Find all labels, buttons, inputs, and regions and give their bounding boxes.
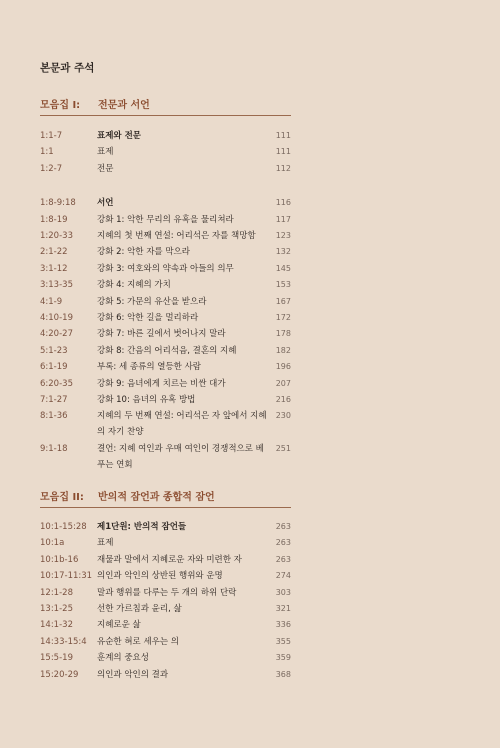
- entry-page-number: 117: [275, 214, 291, 224]
- entry-page-number: 111: [275, 147, 291, 157]
- entry-reference: 6:20-35: [40, 378, 73, 389]
- entry-title: 의인과 악인의 결과: [97, 669, 169, 680]
- entry-reference: 1:20-33: [40, 231, 73, 241]
- entry-page-number: 263: [275, 554, 291, 564]
- entry-title: 지혜의 두 번째 연설: 어리석은 자 앞에서 지혜의 자기 찬양: [97, 411, 267, 438]
- entry-title: 강화 8: 간음의 어리석음, 결혼의 지혜: [97, 345, 237, 356]
- entry-reference: 6:1-19: [40, 362, 68, 373]
- entry-title: 유순한 혀로 세우는 의: [97, 636, 180, 647]
- entry-title: 강화 9: 음녀에게 치르는 비싼 대가: [97, 378, 226, 389]
- entry-reference: 14:33-15:4: [40, 636, 87, 647]
- entry-reference: 8:1-36: [40, 411, 68, 422]
- entry-title: 표제와 전문: [97, 131, 142, 141]
- entry-page-number: 368: [275, 669, 291, 679]
- entry-reference: 4:10-19: [40, 313, 73, 323]
- entry-title: 재물과 말에서 지혜로운 자와 미련한 자: [97, 554, 242, 565]
- entry-reference: 10:17-11:31: [40, 571, 93, 582]
- entry-reference: 7:1-27: [40, 395, 68, 405]
- entry-page-number: 263: [275, 538, 291, 548]
- entry-title: 지혜의 첫 번째 연설: 어리석은 자를 책망함: [97, 231, 256, 241]
- entry-reference: 12:1-28: [40, 587, 73, 598]
- entry-reference: 15:5-19: [40, 653, 73, 664]
- entry-reference: 9:1-18: [40, 444, 68, 455]
- entry-title: 말과 행위를 다루는 두 개의 하위 단락: [97, 587, 237, 598]
- entry-title: 표제: [97, 147, 114, 158]
- entry-page-number: 116: [275, 198, 291, 208]
- entry-reference: 1:1-7: [40, 131, 63, 141]
- entry-title: 의인과 악인의 상반된 행위와 운명: [97, 571, 223, 582]
- entry-page-number: 153: [275, 280, 291, 290]
- entry-title: 선한 가르침과 윤리, 삶: [97, 604, 182, 614]
- entry-page-number: 132: [275, 247, 291, 257]
- entry-reference: 10:1-15:28: [40, 522, 87, 532]
- entry-page-number: 207: [275, 378, 291, 388]
- entry-page-number: 182: [275, 345, 291, 355]
- entry-reference: 1:8-9:18: [40, 198, 76, 209]
- entry-reference: 2:1-22: [40, 247, 68, 258]
- entry-reference: 1:2-7: [40, 163, 63, 174]
- section-name: 반의적 잠언과 종합적 잠언: [98, 492, 215, 503]
- entry-title: 강화 1: 악한 무리의 유혹을 물리쳐라: [97, 214, 234, 225]
- entry-title: 강화 6: 악한 길을 멀리하라: [97, 313, 199, 323]
- entry-reference: 4:20-27: [40, 329, 73, 340]
- entry-reference: 5:1-23: [40, 345, 68, 356]
- entry-title: 전문: [97, 163, 114, 174]
- entry-page-number: 263: [275, 522, 291, 531]
- entry-page-number: 111: [275, 131, 291, 140]
- entry-reference: 15:20-29: [40, 669, 79, 680]
- section-heading: [40, 93, 291, 116]
- entry-title: 지혜로운 삶: [97, 620, 141, 631]
- entry-page-number: 167: [275, 296, 291, 306]
- entry-page-number: 112: [275, 163, 291, 173]
- entry-title: 강화 7: 바른 길에서 벗어나지 말라: [97, 329, 226, 340]
- entry-page-number: 359: [275, 653, 291, 663]
- entry-page-number: 303: [275, 587, 291, 597]
- entry-title: 훈계의 중요성: [97, 653, 149, 664]
- entry-page-number: 274: [275, 571, 291, 581]
- entry-reference: 14:1-32: [40, 620, 73, 631]
- entry-page-number: 123: [275, 231, 291, 240]
- entry-title: 서언: [97, 198, 114, 209]
- entry-reference: 13:1-25: [40, 604, 73, 614]
- entry-reference: 3:13-35: [40, 280, 73, 291]
- entry-page-number: 145: [275, 263, 291, 273]
- entry-title: 강화 10: 음녀의 유혹 방법: [97, 395, 196, 405]
- section-name: 전문과 서언: [98, 100, 150, 111]
- entry-page-number: 172: [275, 313, 291, 322]
- entry-page-number: 321: [275, 604, 291, 613]
- entry-page-number: 355: [275, 636, 291, 646]
- section-heading: [40, 485, 291, 508]
- entry-page-number: 336: [275, 620, 291, 630]
- page-title: 본문과 주석: [40, 62, 95, 74]
- entry-page-number: 178: [275, 329, 291, 339]
- entry-title: 강화 2: 악한 자를 막으라: [97, 247, 190, 258]
- entry-title: 부록: 세 종류의 열등한 사람: [97, 362, 201, 373]
- section-number: 모음집 I:: [40, 100, 81, 111]
- entry-title: 결언: 지혜 여인과 우매 여인이 경쟁적으로 베푸는 연회: [97, 444, 264, 471]
- section-number: 모음집 II:: [40, 492, 84, 503]
- entry-title: 표제: [97, 538, 114, 549]
- entry-reference: 1:1: [40, 147, 54, 158]
- entry-title: 강화 3: 여호와의 약속과 아들의 의무: [97, 263, 234, 274]
- entry-page-number: 251: [275, 444, 291, 454]
- entry-reference: 3:1-12: [40, 263, 68, 274]
- entry-title: 강화 4: 지혜의 가치: [97, 280, 171, 291]
- entry-page-number: 216: [275, 395, 291, 404]
- entry-reference: 1:8-19: [40, 214, 68, 225]
- entry-page-number: 230: [275, 411, 291, 421]
- entry-reference: 4:1-9: [40, 296, 63, 307]
- entry-title: 제1단원: 반의적 잠언들: [97, 522, 187, 532]
- entry-title: 강화 5: 가문의 유산을 받으라: [97, 296, 207, 307]
- entry-page-number: 196: [275, 362, 291, 372]
- entry-reference: 10:1a: [40, 538, 65, 549]
- entry-reference: 10:1b-16: [40, 554, 79, 565]
